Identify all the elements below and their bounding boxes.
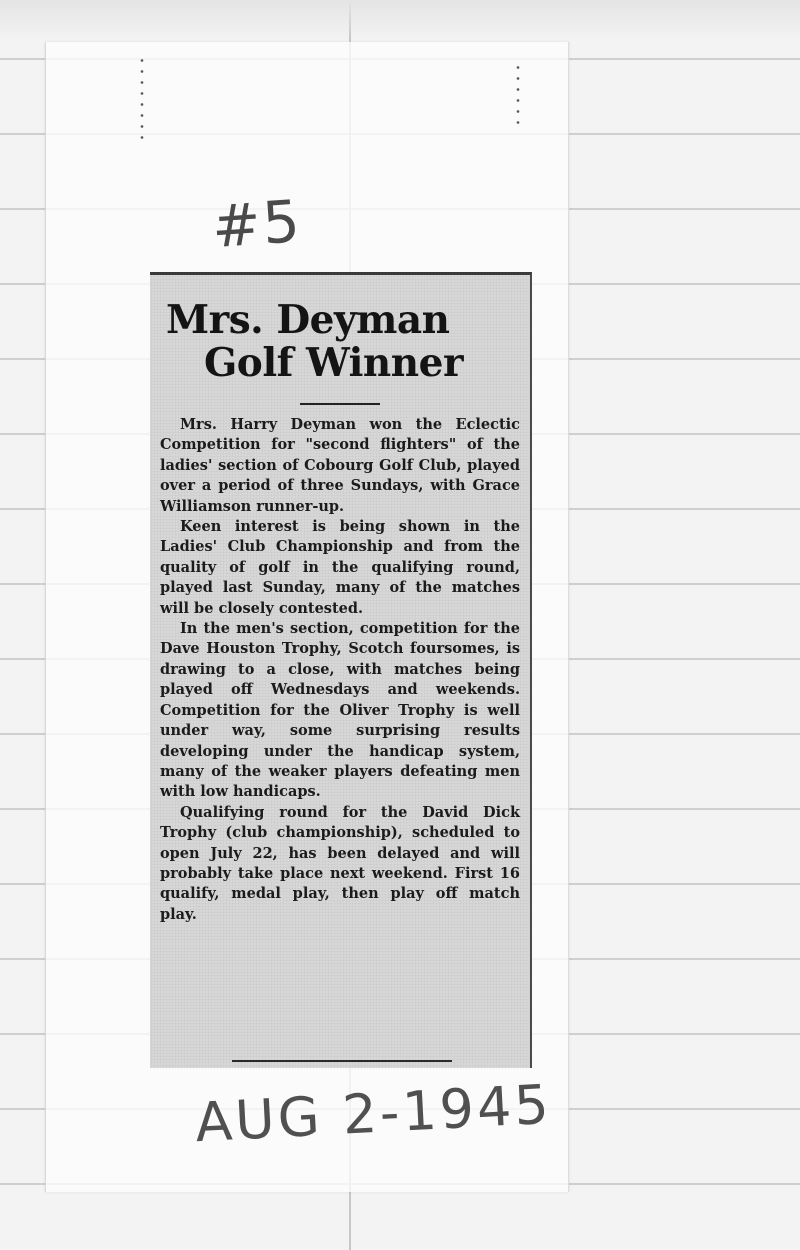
headline-divider: [300, 403, 380, 405]
handwritten-item-number: #5: [209, 186, 304, 262]
article-end-rule: [232, 1060, 452, 1062]
tape-perforation-right: [516, 62, 520, 132]
article-paragraph: Mrs. Harry Deyman won the Eclectic Competition for "second flighters" of the ladies' section of Cobourg Golf Club, played over a period of three Sundays, with Grace Williamson runner-up.: [160, 416, 520, 515]
headline-line-2: Golf Winner: [204, 340, 463, 386]
article-paragraph: In the men's section, competition for the Dave Houston Trophy, Scotch foursomes, is drawing to a close, with matches being played off Wednesdays and weekends. Competition for the Oliver Trophy is well under way, some surprising results developing under the handicap system, many of the weaker players defeating men with low handicaps.: [160, 620, 520, 801]
article-body: [158, 415, 522, 925]
headline-line-1: Mrs. Deyman: [166, 297, 450, 343]
tape-perforation-left: [140, 55, 144, 145]
handwritten-date: AUG 2-1945: [193, 1072, 554, 1155]
article-paragraph: Keen interest is being shown in the Ladies' Club Championship and from the quality of golf in the qualifying round, played last Sunday, many of the matches will be closely contested.: [160, 518, 520, 617]
newspaper-clipping: [150, 272, 532, 1068]
article-paragraph: Qualifying round for the David Dick Trophy (club championship), scheduled to open July 22, has been delayed and will probably take place next weekend. First 16 qualify, medal play, then play off match play.: [160, 803, 520, 923]
scan-top-shadow: [0, 0, 800, 40]
